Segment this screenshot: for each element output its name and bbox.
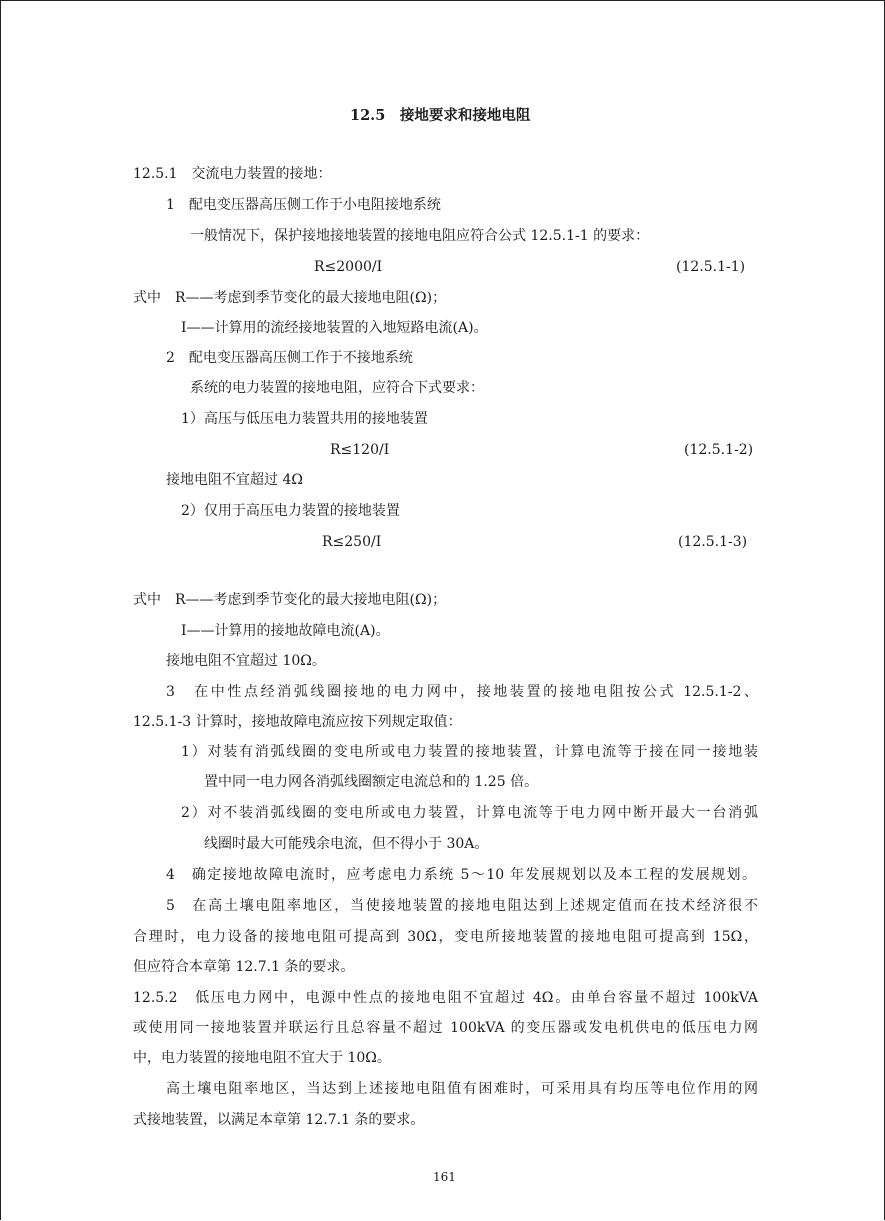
formula-12-5-1-3: R≤250/I bbox=[322, 534, 382, 550]
item-2-heading: 2 配电变压器高压侧工作于不接地系统 bbox=[166, 350, 413, 366]
high-resistivity-text-cont: 式接地装置，以满足本章第 12.7.1 条的要求。 bbox=[133, 1112, 425, 1128]
clause-12-5-1-heading: 12.5.1 交流电力装置的接地： bbox=[133, 166, 332, 182]
subitem-2-2: 2）仅用于高压电力装置的接地装置 bbox=[181, 503, 400, 519]
subitem-3-1-cont: 置中同一电力网各消弧线圈额定电流总和的 1.25 倍。 bbox=[204, 774, 539, 790]
item-1-text: 一般情况下，保护接地接地装置的接地电阻应符合公式 12.5.1-1 的要求： bbox=[190, 228, 650, 244]
section-title: 12.5 接地要求和接地电阻 bbox=[350, 107, 531, 124]
item-3-text: 3 在中性点经消弧线圈接地的电力网中，接地装置的接地电阻按公式 12.5.1-2、 bbox=[166, 684, 758, 700]
clause-12-5-2-text: 12.5.2 低压电力网中，电源中性点的接地电阻不宜超过 4Ω。由单台容量不超过 100kVA bbox=[133, 990, 758, 1006]
subitem-3-2: 2）对不装消弧线圈的变电所或电力装置，计算电流等于电力网中断开最大一台消弧 bbox=[181, 805, 758, 821]
formula-number-12-5-1-1: (12.5.1-1) bbox=[676, 259, 746, 275]
item-4-text: 4 确定接地故障电流时，应考虑电力系统 5～10 年发展规划以及本工程的发展规划。 bbox=[166, 867, 756, 883]
item-2-text: 系统的电力装置的接地电阻，应符合下式要求： bbox=[190, 380, 484, 396]
item-5-text: 5 在高土壤电阻率地区，当使接地装置的接地电阻达到上述规定值而在技术经济很不 bbox=[166, 898, 758, 914]
formula-12-5-1-2: R≤120/I bbox=[330, 442, 390, 458]
item-1-heading: 1 配电变压器高压侧工作于小电阻接地系统 bbox=[166, 197, 441, 213]
resistance-limit-10: 接地电阻不宜超过 10Ω。 bbox=[166, 653, 326, 669]
item-3-text-cont: 12.5.1-3 计算时，接地故障电流应按下列规定取值： bbox=[133, 714, 462, 730]
item-5-text-cont: 合理时，电力设备的接地电阻可提高到 30Ω，变电所接地装置的接地电阻可提高到 15Ω， bbox=[133, 929, 758, 945]
subitem-2-1: 1）高压与低压电力装置共用的接地装置 bbox=[181, 411, 428, 427]
clause-12-5-2-text-cont: 或使用同一接地装置并联运行且总容量不超过 100kVA 的变压器或发电机供电的低压电力网 bbox=[133, 1020, 758, 1036]
subitem-3-1: 1）对装有消弧线圈的变电所或电力装置的接地装置，计算电流等于接在同一接地装 bbox=[181, 744, 758, 760]
subitem-3-2-cont: 线圈时最大可能残余电流，但不得小于 30A。 bbox=[204, 836, 489, 852]
formula-12-5-1-1: R≤2000/I bbox=[314, 259, 383, 275]
formula-legend-i: I——计算用的流经接地装置的入地短路电流(A)。 bbox=[181, 320, 488, 336]
formula-legend-r-2: 式中 R——考虑到季节变化的最大接地电阻(Ω)； bbox=[133, 592, 447, 608]
item-5-text-end: 但应符合本章第 12.7.1 条的要求。 bbox=[133, 959, 355, 975]
formula-number-12-5-1-2: (12.5.1-2) bbox=[684, 442, 754, 458]
formula-legend-r: 式中 R——考虑到季节变化的最大接地电阻(Ω)； bbox=[133, 290, 447, 306]
high-resistivity-text: 高土壤电阻率地区，当达到上述接地电阻值有困难时，可采用具有均压等电位作用的网 bbox=[166, 1081, 758, 1097]
clause-12-5-2-text-end: 中，电力装置的接地电阻不宜大于 10Ω。 bbox=[133, 1050, 391, 1066]
formula-legend-i-2: I——计算用的接地故障电流(A)。 bbox=[181, 623, 390, 639]
formula-number-12-5-1-3: (12.5.1-3) bbox=[678, 534, 748, 550]
resistance-limit-4: 接地电阻不宜超过 4Ω bbox=[166, 472, 303, 488]
page-number: 161 bbox=[433, 1170, 456, 1184]
